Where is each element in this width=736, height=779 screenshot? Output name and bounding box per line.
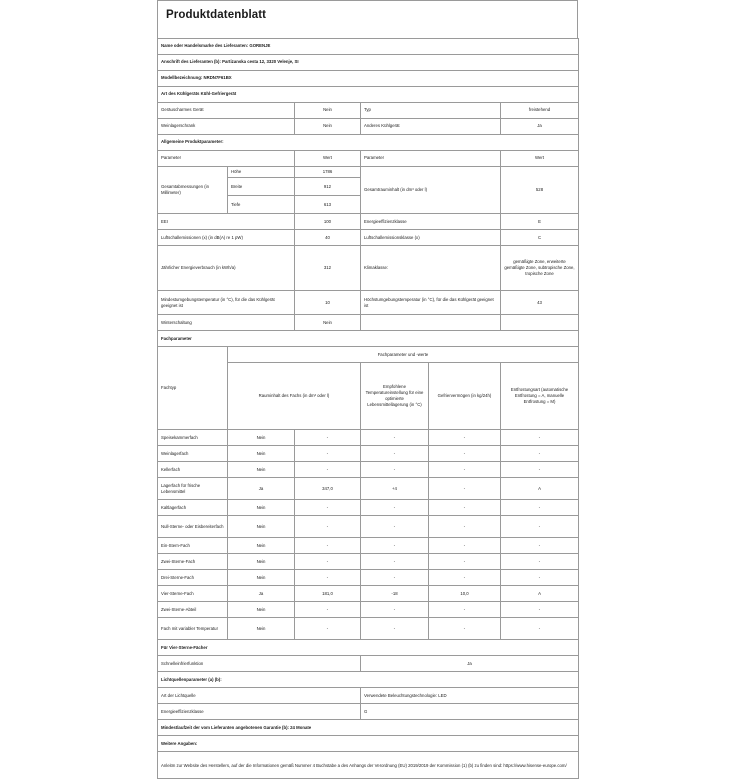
compartment-name: Kaltlagerfach [158,500,228,516]
winter-setting-value: Nein [295,315,361,331]
compartment-freeze: - [429,478,501,500]
compartment-name: Weinlagerfach [158,446,228,462]
compartment-defrost: - [501,500,579,516]
winter-setting-row [158,315,579,331]
min-ambient-temp-label: Mindestumgebungstemperatur (in °C), für die das Kühlgerät geeignet ist [158,291,295,315]
compartment-section-title: Fachparameter [158,331,579,347]
appliance-type-cell: Art des Kühlgeräts Kühl-Gefriergerät [158,87,579,103]
supplier-address-row [158,55,579,71]
model-cell: Modellbezeichnung: NRDN7F61BX [158,71,579,87]
compartment-temp: - [361,430,429,446]
compartment-freeze: - [429,602,501,618]
dimensions-label: Gesamtabmessungen (in Millimeter) [158,167,228,214]
table-row [158,446,579,462]
climate-class-value: gemäßigte Zone, erweiterte gemäßigte Zone, subtropische Zone, tropische Zone [501,246,579,291]
table-row [158,462,579,478]
warranty-row [158,720,579,736]
table-row [158,119,579,135]
datasheet-title-box [157,0,578,38]
table-row [158,538,579,554]
eei-label: EEI [158,214,295,230]
compartment-volume: - [295,430,361,446]
light-source-class-value: G [361,704,579,720]
max-ambient-temp-label: Höchstumgebungstemperatur (in °C), für die das Kühlgerät geeignet ist [361,291,501,315]
light-source-type-value: Verwendete Beleuchtungstechnologie: LED [361,688,579,704]
winter-setting-spacer-b [501,315,579,331]
compartment-temp: - [361,602,429,618]
fast-freeze-row [158,656,579,672]
light-source-type-label: Art der Lichtquelle [158,688,361,704]
depth-label: Tiefe [228,196,295,214]
product-datasheet [157,0,578,779]
fast-freeze-value: Ja [361,656,579,672]
energy-class-label: Energieeffizienzklasse [361,214,501,230]
low-noise-label: Geräuscharmes Gerät [158,103,295,119]
table-row [158,103,579,119]
eei-value: 100 [295,214,361,230]
compartment-volume: - [295,538,361,554]
compartment-present: Nein [228,570,295,586]
compartment-defrost: - [501,430,579,446]
compartment-defrost: A [501,586,579,602]
compartment-present: Nein [228,462,295,478]
light-source-type-row [158,688,579,704]
noise-emission-value: 40 [295,230,361,246]
supplier-name-row [158,39,579,55]
height-label: Höhe [228,167,295,178]
other-appliance-label: Anderes Kühlgerät [361,119,501,135]
compartment-temp: +4 [361,478,429,500]
compartment-defrost: - [501,618,579,640]
compartment-defrost: - [501,538,579,554]
compartment-defrost-header: Entfrostungsart (automatische Entfrostung = A, manuelle Entfrostung = M) [501,363,579,430]
compartment-name: Null-Sterne- oder Eisbereiterfach [158,516,228,538]
compartment-name: Vier-Sterne-Fach [158,586,228,602]
light-source-class-label: Energieeffizienzklasse [158,704,361,720]
table-row [158,230,579,246]
wine-cabinet-label: Weinlagerschrank [158,119,295,135]
compartment-present: Nein [228,538,295,554]
compartment-group-header: Fachparameter und -werte [228,347,579,363]
total-volume-label: Gesamtrauminhalt (in dm³ oder l) [361,167,501,214]
table-row [158,500,579,516]
compartment-temp: - [361,462,429,478]
general-column-header [158,151,579,167]
annual-energy-label: Jährlicher Energieverbrauch (in kWh/a) [158,246,295,291]
light-source-section-title: Lichtquellenparameter (a) (b): [158,672,579,688]
supplier-name-cell: Name oder Handelsmarke des Lieferanten: GORENJE [158,39,579,55]
four-star-section-title: Für Vier-Sterne-Fächer [158,640,579,656]
noise-class-value: C [501,230,579,246]
winter-setting-spacer-a [361,315,501,331]
energy-class-value: E [501,214,579,230]
compartment-defrost: - [501,570,579,586]
further-info-text: Anleitm zur Website des Herstellers, auf der die Informationen gemäß Nummer 4 Buchstabe a des Anhangs der Verordnung (EU) 2019/2019 der Kommission (1) (b) zu finden sind: https://www.hisense-europe.com/ [158,752,579,779]
low-noise-value: Nein [295,103,361,119]
general-section-title: Allgemeine Produktparameter: [158,135,579,151]
max-ambient-temp-value: 43 [501,291,579,315]
compartment-freeze: - [429,554,501,570]
compartment-name: Speisekammerfach [158,430,228,446]
compartment-freeze: - [429,516,501,538]
noise-emission-label: Luftschallemissionen (x) (in dB(A) re 1 pW) [158,230,295,246]
compartment-freeze: - [429,430,501,446]
compartment-present: Nein [228,554,295,570]
compartment-present: Nein [228,446,295,462]
compartment-freeze: - [429,570,501,586]
value-header-right: Wert [501,151,579,167]
compartment-freeze: - [429,500,501,516]
compartment-temp: - [361,618,429,640]
height-value: 1786 [295,167,361,178]
compartment-name: Zwei-Sterne-Fach [158,554,228,570]
compartment-temp: - [361,500,429,516]
depth-value: 613 [295,196,361,214]
compartment-freeze: - [429,538,501,554]
appliance-type-row [158,87,579,103]
compartment-group-header-row [158,347,579,363]
compartment-volume: - [295,570,361,586]
general-section-header [158,135,579,151]
compartment-temp-header: Empfohlene Temperatureinstellung für eine optimierte Lebensmittellagerung (in °C) [361,363,429,430]
compartment-present: Nein [228,500,295,516]
further-info-section-header [158,736,579,752]
compartment-volume: - [295,618,361,640]
light-source-class-row [158,704,579,720]
compartment-present: Nein [228,618,295,640]
model-row [158,71,579,87]
param-header-left: Parameter [158,151,295,167]
compartment-present: Ja [228,478,295,500]
table-row [158,586,579,602]
compartment-name: Fach mit variabler Temperatur [158,618,228,640]
compartment-volume: - [295,554,361,570]
compartment-defrost: - [501,516,579,538]
compartment-defrost: - [501,462,579,478]
param-header-right: Parameter [361,151,501,167]
compartment-defrost: A [501,478,579,500]
compartment-defrost: - [501,602,579,618]
table-row [158,618,579,640]
compartment-volume: - [295,602,361,618]
compartment-freeze: - [429,446,501,462]
width-value: 912 [295,178,361,196]
page-title: Produktdatenblatt [166,9,267,21]
winter-setting-label: Winterschaltung [158,315,295,331]
compartment-present: Nein [228,516,295,538]
compartment-freeze-header: Gefriervermögen (in kg/24h) [429,363,501,430]
climate-class-label: Klimaklasse: [361,246,501,291]
compartment-volume: - [295,462,361,478]
value-header-left: Wert [295,151,361,167]
table-row [158,554,579,570]
compartment-volume: - [295,516,361,538]
table-row [158,602,579,618]
warranty-cell: Mindestlaufzeit der vom Lieferanten angebotenen Garantie (b): 24 Monate [158,720,579,736]
table-row [158,570,579,586]
type-label: Typ [361,103,501,119]
type-value: freistehend [501,103,579,119]
datasheet-table [157,38,579,779]
table-row [158,478,579,500]
table-row [158,516,579,538]
compartment-volume-header: Rauminhalt des Fachs (in dm³ oder l) [228,363,361,430]
dimensions-row-height [158,167,579,178]
compartment-temp: - [361,538,429,554]
compartment-temp: -18 [361,586,429,602]
compartment-volume: - [295,500,361,516]
table-row [158,246,579,291]
compartment-temp: - [361,554,429,570]
annual-energy-value: 312 [295,246,361,291]
further-info-row [158,752,579,779]
compartment-name: Drei-Sterne-Fach [158,570,228,586]
wine-cabinet-value: Nein [295,119,361,135]
light-source-section-header [158,672,579,688]
compartment-temp: - [361,446,429,462]
compartment-present: Ja [228,586,295,602]
compartment-volume: - [295,446,361,462]
table-row [158,291,579,315]
compartment-type-header: Fachtyp [158,347,228,430]
compartment-defrost: - [501,554,579,570]
compartment-temp: - [361,516,429,538]
compartment-volume: 181,0 [295,586,361,602]
supplier-address-cell: Anschrift des Lieferanten (b): Partizanska cesta 12, 3320 Velenje, SI [158,55,579,71]
compartment-freeze: - [429,462,501,478]
compartment-section-header [158,331,579,347]
other-appliance-value: Ja [501,119,579,135]
further-info-section-title: Weitere Angaben: [158,736,579,752]
table-row [158,214,579,230]
table-row [158,430,579,446]
total-volume-value: 528 [501,167,579,214]
four-star-section-header [158,640,579,656]
compartment-freeze: 10,0 [429,586,501,602]
compartment-present: Nein [228,430,295,446]
compartment-freeze: - [429,618,501,640]
fast-freeze-label: Schnelleinfrierfunktion [158,656,361,672]
compartment-name: Kellerfach [158,462,228,478]
width-label: Breite [228,178,295,196]
compartment-defrost: - [501,446,579,462]
compartment-temp: - [361,570,429,586]
compartment-volume: 347,0 [295,478,361,500]
compartment-present: Nein [228,602,295,618]
min-ambient-temp-value: 10 [295,291,361,315]
noise-class-label: Luftschallemissionsklasse (x) [361,230,501,246]
compartment-name: Lagerfach für frische Lebensmittel [158,478,228,500]
compartment-name: Zwei-Sterne-Abteil [158,602,228,618]
compartment-name: Ein-Stern-Fach [158,538,228,554]
